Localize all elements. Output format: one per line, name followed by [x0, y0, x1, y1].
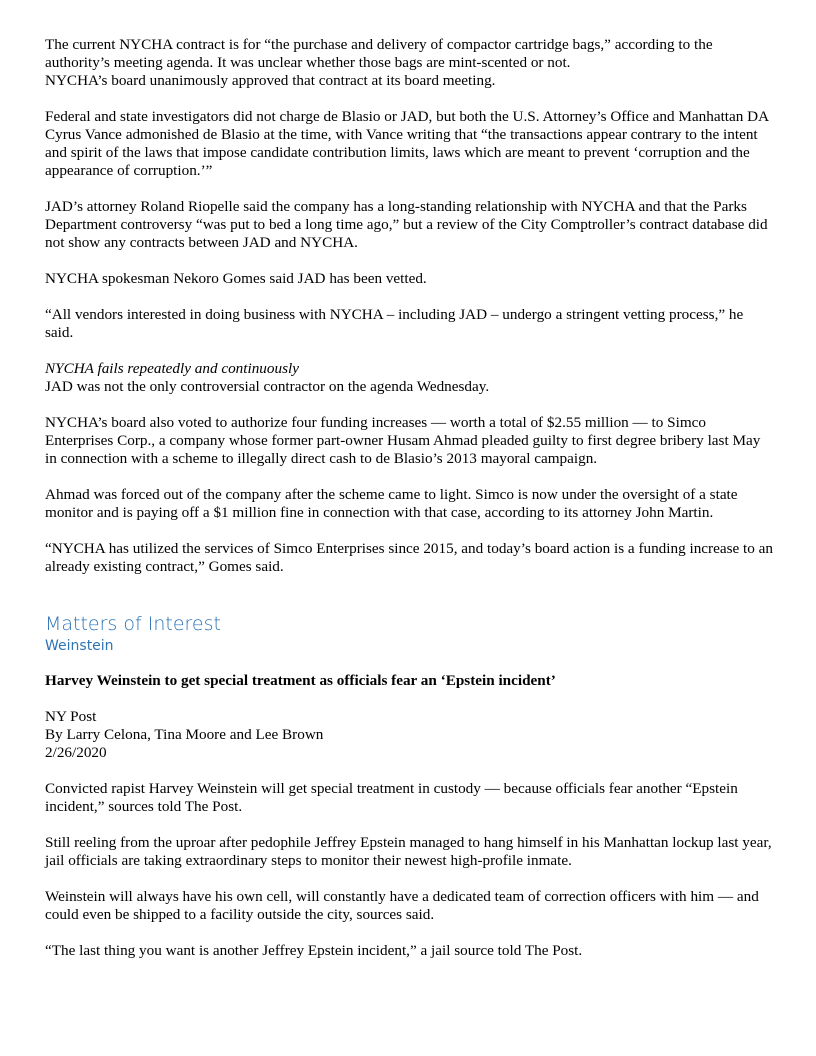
article-paragraph: “The last thing you want is another Jeffrey Epstein incident,” a jail source told The Post.: [45, 942, 583, 959]
paragraph-funding: NYCHA’s board also voted to authorize four funding increases — worth a total of $2.55 million — to Simco Enterprises Corp., a company whose former part-owner Husam Ahmad pleaded guilty to first degree bribery last May in connection with a scheme to illegally direct cash to de Blasio’s 2013 mayoral campaign.: [45, 414, 761, 467]
article-headline: Harvey Weinstein to get special treatment as officials fear an ‘Epstein incident’: [45, 672, 556, 689]
paragraph-quote-gomes: “NYCHA has utilized the services of Simco Enterprises since 2015, and today’s board action is a funding increase to an already existing contract,” Gomes said.: [45, 540, 773, 575]
paragraph-line: JAD was not the only controversial contractor on the agenda Wednesday.: [45, 378, 490, 395]
paragraph-subhead-block: [45, 360, 775, 396]
section-subtitle: Weinstein: [45, 638, 114, 654]
article-date: 2/26/2020: [45, 744, 107, 761]
article-source: NY Post: [45, 708, 97, 725]
paragraph-spokesman: NYCHA spokesman Nekoro Gomes said JAD has been vetted.: [45, 270, 427, 287]
paragraph-attorney: JAD’s attorney Roland Riopelle said the company has a long-standing relationship with NYCHA and that the Parks Department controversy “was put to bed a long time ago,” but a review of the City Comptroller’s contract database did not show any contracts between JAD and NYCHA.: [45, 198, 768, 251]
paragraph-contract: [45, 36, 775, 90]
section-title: Matters of Interest: [45, 613, 221, 635]
article-paragraph: Convicted rapist Harvey Weinstein will get special treatment in custody — because officials fear another “Epstein incident,” sources told The Post.: [45, 780, 738, 815]
paragraph-line: The current NYCHA contract is for “the purchase and delivery of compactor cartridge bags,” according to the authority’s meeting agenda. It was unclear whether those bags are mint-scented or not.: [45, 36, 713, 71]
paragraph-quote-vendors: “All vendors interested in doing business with NYCHA – including JAD – undergo a stringent vetting process,” he said.: [45, 306, 744, 341]
article-paragraph: Weinstein will always have his own cell, will constantly have a dedicated team of correction officers with him — and could even be shipped to a facility outside the city, sources said.: [45, 888, 759, 923]
paragraph-ahmad: Ahmad was forced out of the company after the scheme came to light. Simco is now under the oversight of a state monitor and is paying off a $1 million fine in connection with that case, according to its attorney John Martin.: [45, 486, 738, 521]
document-page: [45, 36, 775, 978]
paragraph-line: NYCHA’s board unanimously approved that contract at its board meeting.: [45, 72, 496, 89]
subheading: NYCHA fails repeatedly and continuously: [45, 360, 299, 377]
article-meta: [45, 708, 775, 762]
article-paragraph: Still reeling from the uproar after pedophile Jeffrey Epstein managed to hang himself in his Manhattan lockup last year, jail officials are taking extraordinary steps to monitor their newest high-profile inmate.: [45, 834, 772, 869]
paragraph-investigators: Federal and state investigators did not charge de Blasio or JAD, but both the U.S. Attorney’s Office and Manhattan DA Cyrus Vance admonished de Blasio at the time, with Vance writing that “the transactions appear contrary to the intent and spirit of the laws that impose candidate contribution limits, laws which are meant to prevent ‘corruption and the appearance of corruption.’”: [45, 108, 769, 179]
article-byline: By Larry Celona, Tina Moore and Lee Brown: [45, 726, 324, 743]
